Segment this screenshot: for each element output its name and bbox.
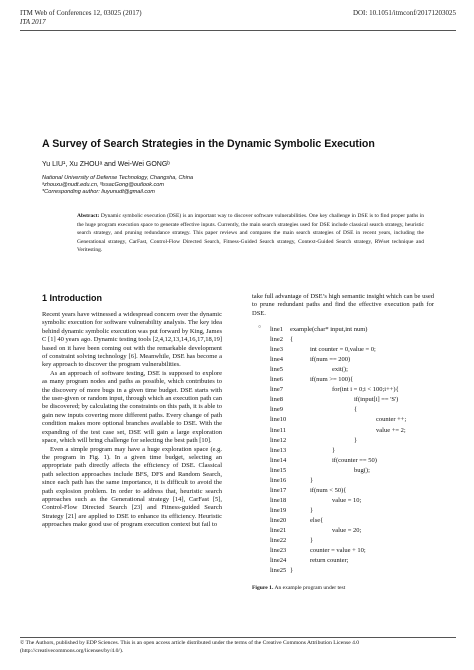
code-line-text: } <box>310 476 314 484</box>
code-line-text: if(num < 50){ <box>310 486 347 494</box>
code-line-number: line14 <box>270 456 287 464</box>
code-line-text: } <box>310 506 314 514</box>
listing-corner-mark: ○ <box>258 325 262 330</box>
code-line-number: line7 <box>270 386 283 394</box>
code-line-number: line10 <box>270 416 287 424</box>
figure-caption <box>252 585 345 591</box>
code-line-text: value = 20; <box>332 527 362 534</box>
code-line-text: { <box>290 336 294 344</box>
code-line-number: line19 <box>270 506 287 514</box>
abstract-label: Abstract: <box>77 213 100 219</box>
code-line-text: } <box>310 537 314 545</box>
code-line-number: line5 <box>270 366 283 374</box>
right-column-text: take full advantage of DSE’s high semantic insight which can be used to prune redundant paths and find the effective execution path for DSE. <box>252 293 434 317</box>
code-line-number: line4 <box>270 356 283 364</box>
code-line-number: line6 <box>270 376 283 384</box>
code-line-text: counter = value + 10; <box>310 547 366 555</box>
code-line-text: value = 10; <box>332 496 362 504</box>
code-line-text: value += 2; <box>376 426 406 434</box>
code-line-number: line18 <box>270 496 287 504</box>
code-line-text: } <box>332 446 336 454</box>
footer-divider <box>20 637 456 638</box>
abstract-text: Dynamic symbolic execution (DSE) is an important way to discover software vulnerabilities. One key challenge in DSE is to find proper paths in the huge program execution space to generate effective inputs. Currently, the main search strategies used for DSE include classical search strategy, heuristic search strategy, and pruning redundance strategy. This paper reviews and compares the main search strategies of DSE in recent years, including the Generational strategy, CarFast, Control-Flow Directed Search, Fitness-Guided Search strategy, Context-Guided Search strategy, RWset technique and Veritesting. <box>77 213 425 254</box>
code-line-number: line8 <box>270 396 283 404</box>
code-line-number: line23 <box>270 547 287 555</box>
code-line-text: else{ <box>310 516 324 524</box>
code-line-number: line17 <box>270 486 287 494</box>
code-line-text: } <box>354 436 358 444</box>
code-line-number: line12 <box>270 436 287 444</box>
affiliation-emails: ᵃzhouxu@nudt.edu.cn, ᵇlssacGong@outlook.com <box>42 182 165 189</box>
code-line-number: line2 <box>270 336 283 344</box>
code-line-text: return counter; <box>310 557 349 565</box>
code-line-text: if(num == 200) <box>310 356 351 364</box>
code-line-number: line3 <box>270 346 283 354</box>
code-line-text: } <box>290 567 294 575</box>
code-line-number: line25 <box>270 567 287 575</box>
code-line-number: line11 <box>270 426 287 434</box>
code-line-text: if(counter == 50) <box>332 456 377 464</box>
figure-caption-label: Figure 1. <box>252 585 274 591</box>
code-line-number: line9 <box>270 406 283 414</box>
code-line-number: line20 <box>270 516 287 524</box>
code-line-number: line16 <box>270 476 287 484</box>
section-heading: 1 Introduction <box>42 293 102 303</box>
code-line-number: line22 <box>270 537 287 545</box>
intro-paragraph-1: Recent years have witnessed a widespread concern over the dynamic symbolic execution for software vulnerability analysis. The key idea behind dynamic symbolic execution was put forward by King, James C [1] 40 years ago. Dynamic testing tools [2,4,12,13,14,16,17,18,19] based on it have been coming out with the remarkable development of constraint solving technology [6]. Meanwhile, DSE has become a key approach to discover the program vulnerabilities. <box>42 311 222 369</box>
code-line-text: { <box>354 406 358 414</box>
code-line-number: line24 <box>270 557 287 565</box>
code-line-text: if(num >= 100){ <box>310 376 354 384</box>
code-line-number: line21 <box>270 527 287 534</box>
journal-citation: ITM Web of Conferences 12, 03025 (2017) <box>20 9 142 17</box>
intro-paragraph-2: As an approach of software testing, DSE is supposed to explore as many program nodes and paths as possible, which contributes to the discovery of more bugs in a given time budget. DSE starts with the user-given or random input, through which an execution path can be discovered; by calculating the constraints on this path, it is able to gain new inputs covering more different paths. Every change of path condition makes more optional branches available to DSE. With the expanding of the test case set, DSE will gain a large exploration space, which will bring challenge for selecting the best path [10]. <box>42 369 222 445</box>
code-line-text: exit(); <box>332 366 348 374</box>
corresponding-author: *Corresponding author: liuyunudt@gmail.com <box>42 189 155 196</box>
code-line-text: counter ++; <box>376 416 407 424</box>
code-line-number: line15 <box>270 466 287 474</box>
paper-title: A Survey of Search Strategies in the Dynamic Symbolic Execution <box>42 138 375 150</box>
code-line-text: example(char* input,int num) <box>290 326 368 333</box>
code-line-text: bug(); <box>354 466 370 474</box>
affiliations <box>42 175 193 197</box>
code-line-number: line13 <box>270 446 287 454</box>
code-line-text: int counter = 0,value = 0; <box>310 346 376 354</box>
license-footer: © The Authors, published by EDP Sciences. This is an open access article distributed under the terms of the Creative Commons Attribution License 4.0 (http://creativecommons.org/licenses/by/4.0/). <box>20 640 360 654</box>
running-header <box>20 9 456 27</box>
code-line-text: if(input[i] == 'S') <box>354 396 399 404</box>
author-list: Yu LIU¹, Xu ZHOUᵃ and Wei-Wei GONGᵇ <box>42 161 170 168</box>
conference-name: ITA 2017 <box>20 18 46 26</box>
code-line-number: line1 <box>270 326 283 333</box>
code-line-text: for(int i = 0;i < 100;i++){ <box>332 386 399 394</box>
intro-paragraph-3: Even a simple program may have a huge exploration space (e.g. the program in Fig. 1). In a given time budget, selecting an appropriate path directly affects the efficiency of DSE. Classical path selection approaches include BFS, DFS and Random Search, since each path has the same importance, it is difficult to avoid the path explosion problem. In order to address that, heuristic search approaches such as the Generational strategy [14], CarFast [5], Control-Flow Directed Search [23] and Fitness-guided Search Strategy [21] are applied to DSE to enhance its efficiency. Heuristic approaches make good use of program execution context but fail to <box>42 445 222 529</box>
affiliation-institution: National University of Defense Technology, Changsha, China <box>42 175 194 181</box>
abstract <box>77 212 424 255</box>
left-column <box>42 311 222 530</box>
figure-caption-text: An example program under test <box>274 585 346 591</box>
doi[interactable]: DOI: 10.1051/itmconf/20171203025 <box>352 9 456 17</box>
header-divider <box>20 30 456 31</box>
